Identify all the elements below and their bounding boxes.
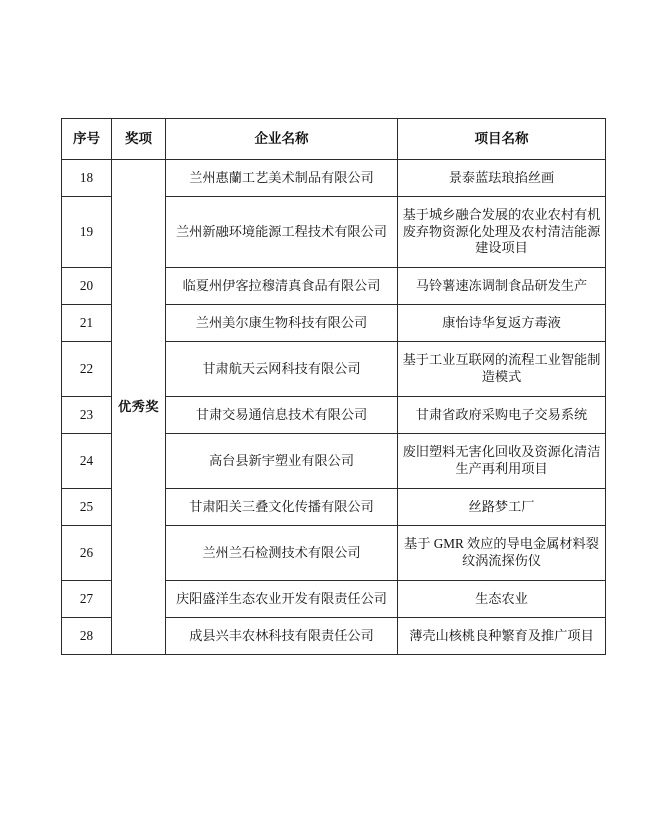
cell-no: 23 — [62, 397, 112, 434]
cell-enterprise: 临夏州伊客拉穆清真食品有限公司 — [166, 268, 398, 305]
cell-enterprise: 甘肃交易通信息技术有限公司 — [166, 397, 398, 434]
cell-project: 废旧塑料无害化回收及资源化清洁生产再利用项目 — [398, 434, 606, 489]
cell-project: 甘肃省政府采购电子交易系统 — [398, 397, 606, 434]
award-table-container — [61, 118, 605, 655]
cell-enterprise: 高台县新宇塑业有限公司 — [166, 434, 398, 489]
cell-no: 21 — [62, 305, 112, 342]
cell-project: 康怡诗华复返方毒液 — [398, 305, 606, 342]
cell-no: 18 — [62, 160, 112, 197]
header-project: 项目名称 — [398, 119, 606, 160]
cell-no: 19 — [62, 197, 112, 268]
cell-project: 马铃薯速冻调制食品研发生产 — [398, 268, 606, 305]
header-award: 奖项 — [112, 119, 166, 160]
cell-project: 薄壳山核桃良种繁育及推广项目 — [398, 618, 606, 655]
cell-award: 优秀奖 — [112, 160, 166, 655]
cell-no: 27 — [62, 581, 112, 618]
cell-enterprise: 甘肃航天云网科技有限公司 — [166, 342, 398, 397]
cell-enterprise: 甘肃阳关三叠文化传播有限公司 — [166, 489, 398, 526]
cell-no: 28 — [62, 618, 112, 655]
cell-project: 基于 GMR 效应的导电金属材料裂纹涡流探伤仪 — [398, 526, 606, 581]
cell-enterprise: 庆阳盛洋生态农业开发有限责任公司 — [166, 581, 398, 618]
cell-project: 景泰蓝珐琅掐丝画 — [398, 160, 606, 197]
cell-no: 20 — [62, 268, 112, 305]
cell-enterprise: 兰州惠蘭工艺美术制品有限公司 — [166, 160, 398, 197]
cell-no: 26 — [62, 526, 112, 581]
cell-enterprise: 兰州兰石检测技术有限公司 — [166, 526, 398, 581]
cell-no: 24 — [62, 434, 112, 489]
table-header — [62, 119, 606, 160]
award-table — [61, 118, 606, 655]
table-row — [62, 160, 606, 197]
table-header-row — [62, 119, 606, 160]
header-no: 序号 — [62, 119, 112, 160]
cell-no: 25 — [62, 489, 112, 526]
cell-project: 基于工业互联网的流程工业智能制造模式 — [398, 342, 606, 397]
cell-enterprise: 成县兴丰农林科技有限责任公司 — [166, 618, 398, 655]
cell-no: 22 — [62, 342, 112, 397]
cell-enterprise: 兰州新融环境能源工程技术有限公司 — [166, 197, 398, 268]
cell-project: 丝路梦工厂 — [398, 489, 606, 526]
cell-project: 基于城乡融合发展的农业农村有机废弃物资源化处理及农村清洁能源建设项目 — [398, 197, 606, 268]
cell-enterprise: 兰州美尔康生物科技有限公司 — [166, 305, 398, 342]
cell-project: 生态农业 — [398, 581, 606, 618]
header-enterprise: 企业名称 — [166, 119, 398, 160]
table-body — [62, 160, 606, 655]
